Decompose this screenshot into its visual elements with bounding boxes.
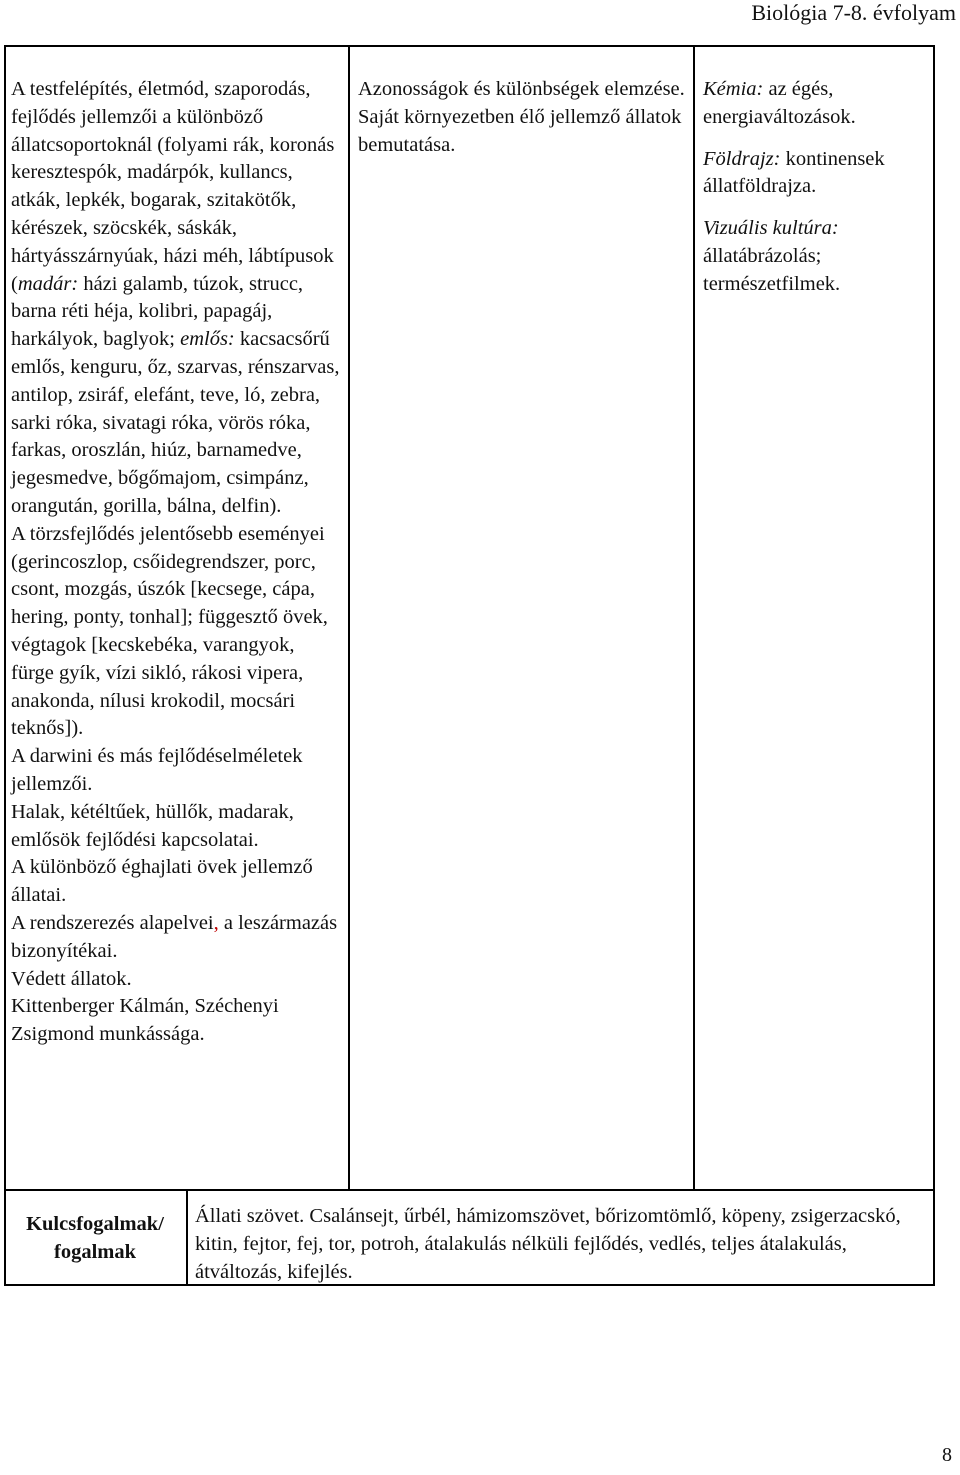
activity-comparison: Azonosságok és különbségek elemzése. [358, 78, 685, 100]
red-comma: , [213, 911, 219, 934]
label-madar: madár: [17, 272, 79, 295]
content-paragraph-taxonomy [11, 910, 342, 966]
content-paragraph-protected: Védett állatok. [11, 967, 132, 990]
connection-text: kontinensek állatföldrajza. [703, 147, 885, 198]
connection-foldrajz [703, 146, 931, 202]
content-paragraph-climate: A különböző éghajlati övek jellemző állatai. [11, 856, 313, 907]
key-concepts-text: Állati szövet. Csalánsejt, űrbél, hámizomszövet, bőrizomtömlő, köpeny, zsigerzacskó, kitin, fejtor, fej, tor, potroh, átalakulás nélküli fejlődés, vedlés, teljes átalakulás, átváltozás, kifejlés. [195, 1205, 901, 1283]
content-text: kacsacsőrű emlős, kenguru, őz, szarvas, rénszarvas, antilop, zsiráf, elefánt, teve, ló, zebra, sarki róka, sivatagi róka, vörös róka, farkas, oroszlán, hiúz, barnamedve, jegesmedve, bőgőmajom, csimpánz, orangután, gorilla, bálna, delfin). [11, 328, 340, 517]
content-paragraph-vertebrates: Halak, kétéltűek, hüllők, madarak, emlősök fejlődési kapcsolatai. [11, 800, 294, 851]
subject-label-vizualis: Vizuális kultúra: [703, 217, 839, 240]
connection-kemia [703, 76, 931, 132]
subject-label-kemia: Kémia: [703, 78, 764, 100]
connections-column [695, 45, 935, 1190]
connection-text: az égés, energiaváltozások. [703, 78, 856, 128]
key-concepts-label: Kulcsfogalmak/ fogalmak [4, 1189, 188, 1286]
content-column [4, 45, 350, 1190]
content-paragraph-explorers: Kittenberger Kálmán, Széchenyi Zsigmond munkássága. [11, 995, 279, 1046]
content-text: házi galamb, túzok, strucc, barna réti héja, kolibri, papagáj, harkályok, baglyok; [11, 272, 304, 351]
subject-label-foldrajz: Földrajz: [703, 147, 781, 170]
content-paragraph-evolution: A törzsfejlődés jelentősebb eseményei (gerincoszlop, csőidegrendszer, porc, csont, mozgás, úszók [kecsege, cápa, hering, ponty, tonhal]; függesztő övek, végtagok [kecskebéka, varangyok, fürge gyík, vízi sikló, rákosi vipera, anakonda, nílusi krokodil, mocsári teknős]). [11, 522, 328, 740]
connection-vizualis-text: állatábrázolás; természetfilmek. [703, 244, 841, 295]
content-paragraph-darwin: A darwini és más fejlődéselméletek jellemzői. [11, 745, 303, 795]
content-text: a leszármazás bizonyítékai. [11, 911, 338, 962]
content-text: A rendszerezés alapelvei [11, 911, 214, 934]
page-header: Biológia 7-8. évfolyam [751, 0, 956, 25]
page-number: 8 [942, 1444, 952, 1466]
content-paragraph-animal-groups [11, 76, 342, 521]
content-text: A testfelépítés, életmód, szaporodás, fejlődés jellemzői a különböző állatcsoportoknál (folyami rák, koronás keresztespók, madárpók, kullancs, atkák, lepkék, bogarak, szitakötők, kérészek, szöcskék, sáskák, hártyásszárnyúak, házi méh, lábtípusok ( [11, 78, 335, 295]
activities-column [350, 45, 695, 1190]
activity-local-animals: Saját környezetben élő jellemző állatok bemutatása. [358, 105, 682, 156]
label-emlos: emlős: [180, 328, 235, 351]
